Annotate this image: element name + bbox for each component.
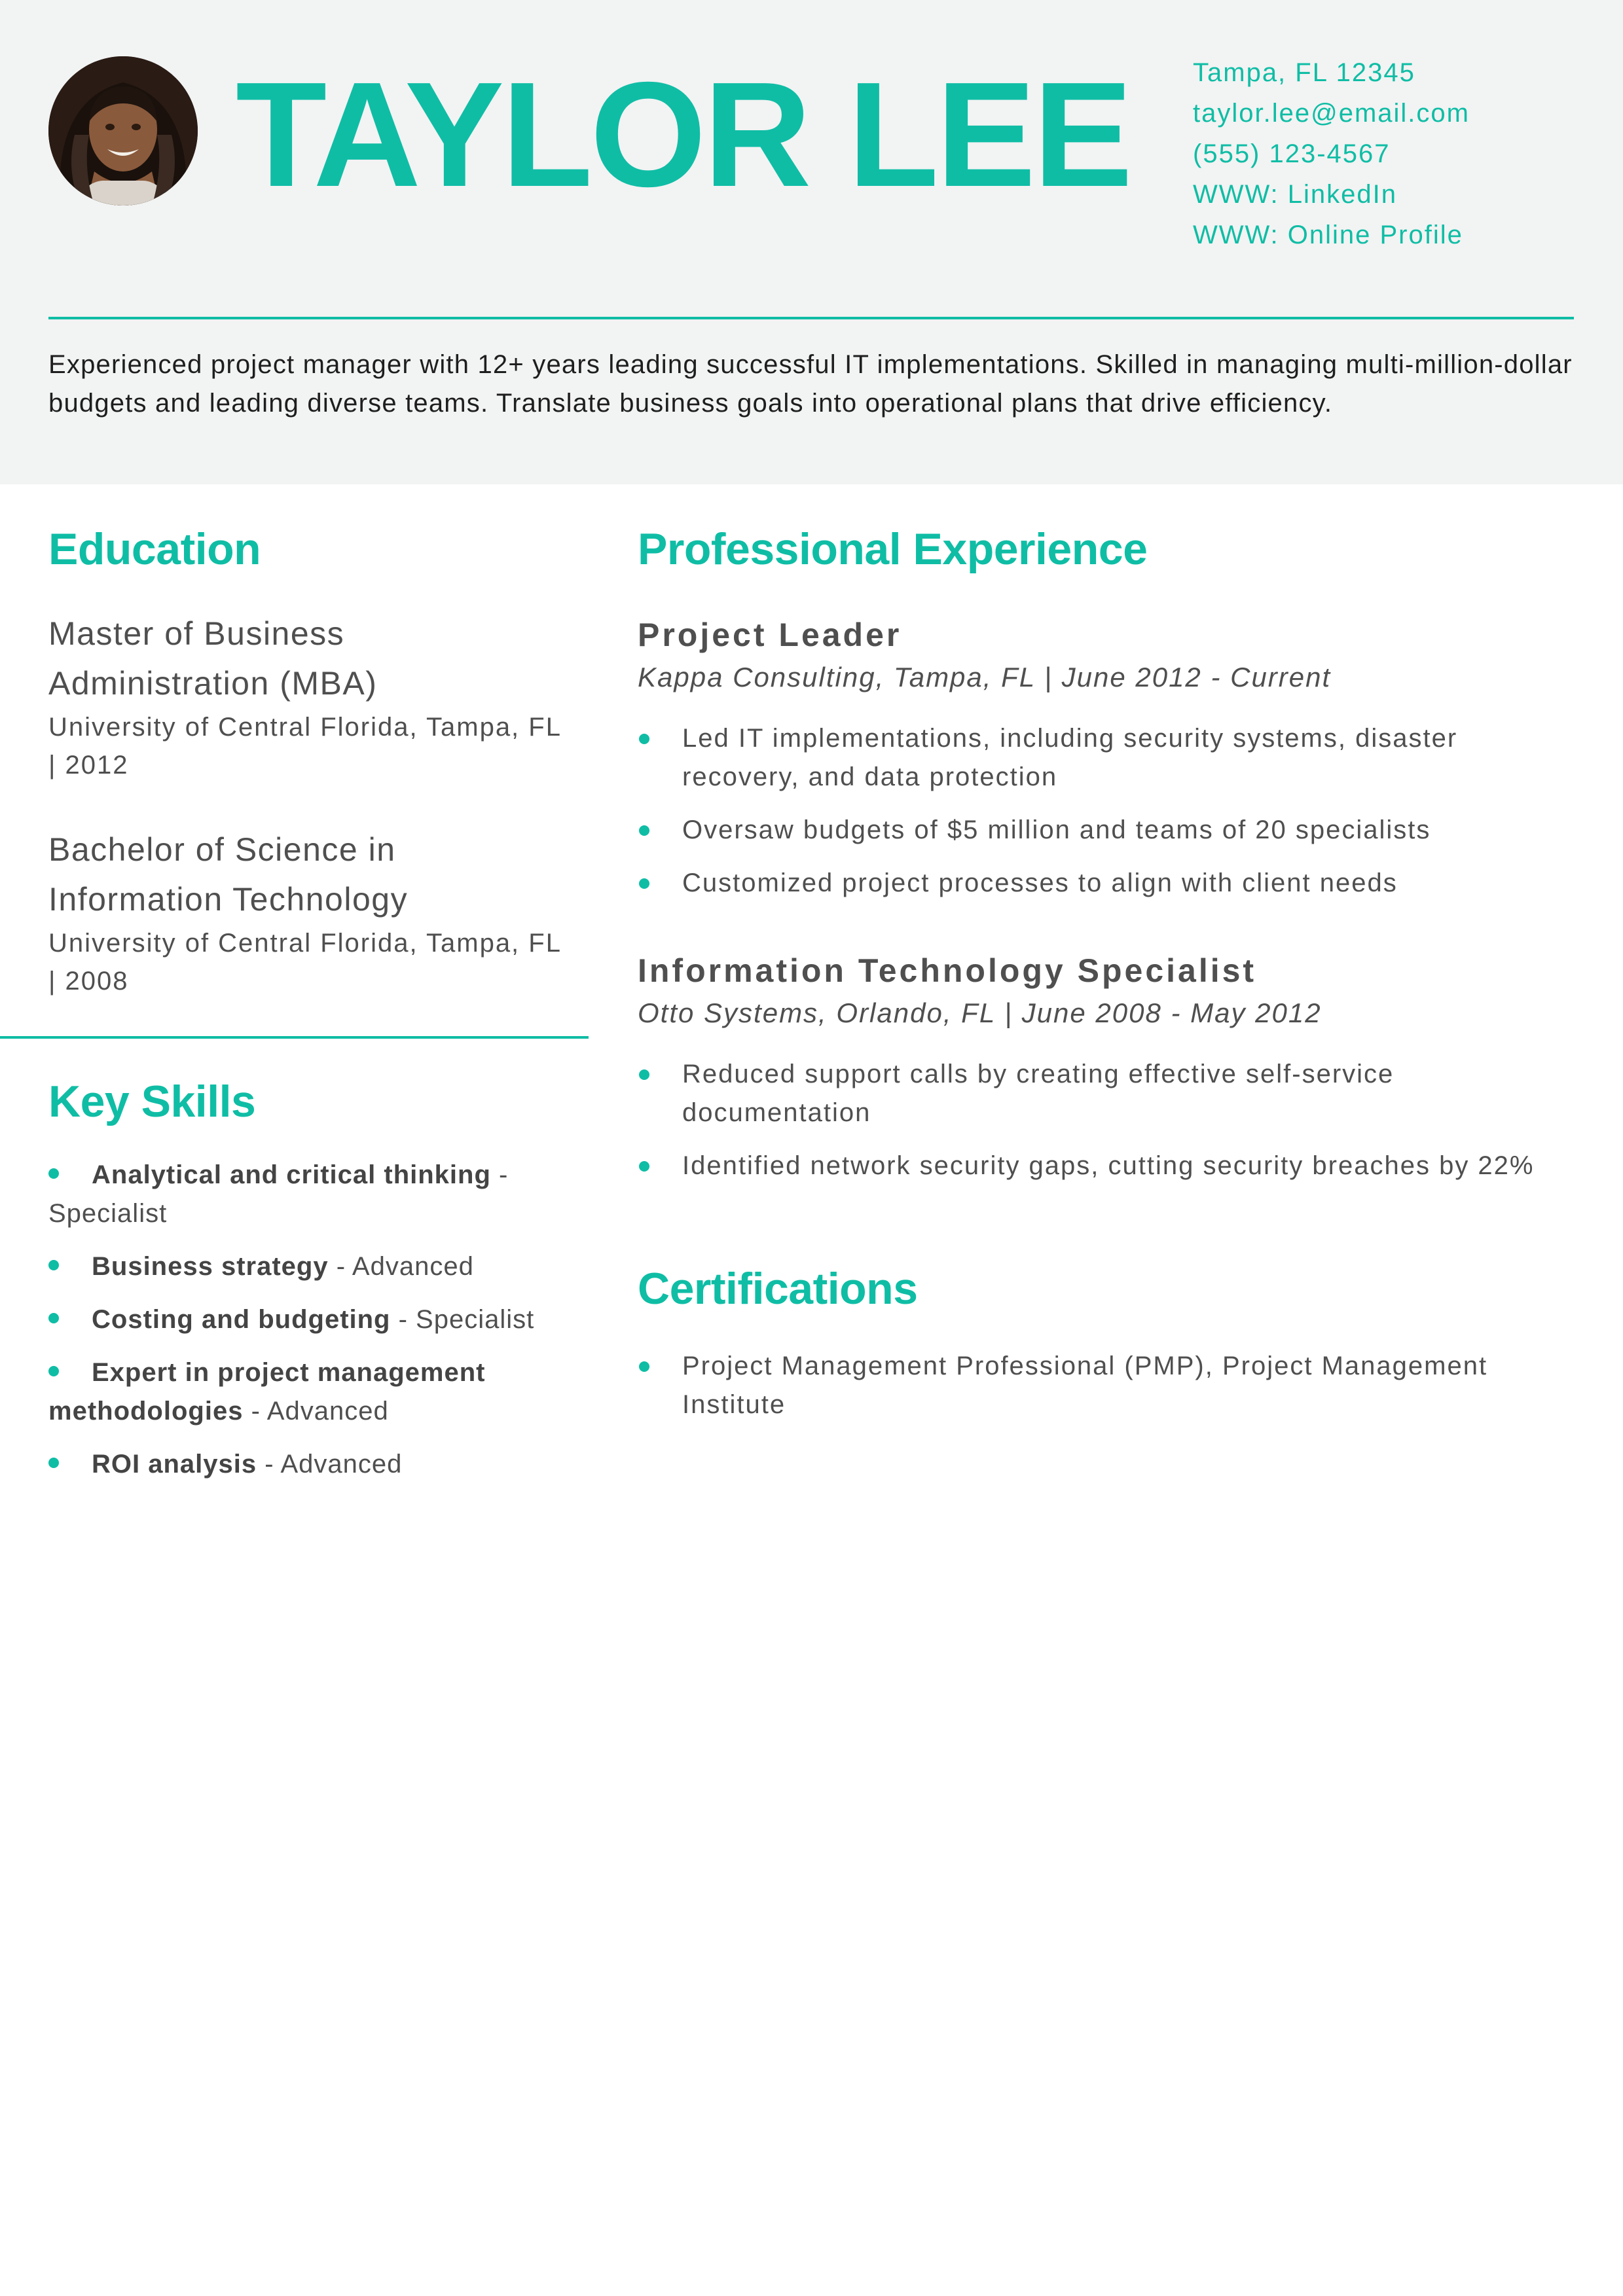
list-item <box>638 1147 1580 1185</box>
candidate-name: TAYLOR LEE <box>236 52 1131 218</box>
contact-location: Tampa, FL 12345 <box>1193 58 1415 87</box>
list-item <box>48 1156 572 1233</box>
job-entry <box>638 612 1580 917</box>
skill-name: Analytical and critical thinking <box>92 1160 491 1189</box>
skill-level: - Advanced <box>257 1450 403 1479</box>
bullet-icon <box>639 825 649 836</box>
skills-heading: Key Skills <box>48 1077 256 1126</box>
list-item <box>48 1247 572 1286</box>
section-divider <box>0 1036 589 1039</box>
skill-name: ROI analysis <box>92 1450 257 1479</box>
contact-profile-link[interactable]: WWW: Online Profile <box>1193 221 1463 249</box>
job-title: Information Technology Specialist <box>638 952 1257 989</box>
bullet-text: Customized project processes to align with client needs <box>682 869 1398 897</box>
bullet-text: Identified network security gaps, cutting security breaches by 22% <box>682 1151 1535 1180</box>
school-info: University of Central Florida, Tampa, FL | 2012 <box>48 713 561 780</box>
bullet-icon <box>48 1458 59 1468</box>
list-item <box>638 864 1580 903</box>
bullet-text: Led IT implementations, including security systems, disaster recovery, and data protection <box>682 724 1458 791</box>
certifications-heading: Certifications <box>638 1264 918 1314</box>
skill-level: - Advanced <box>328 1252 474 1281</box>
list-item <box>638 811 1580 850</box>
skills-list <box>48 1156 572 1498</box>
job-meta: Kappa Consulting, Tampa, FL | June 2012 - Current <box>638 662 1332 692</box>
list-item <box>638 1055 1580 1132</box>
contact-linkedin-link[interactable]: WWW: LinkedIn <box>1193 180 1397 209</box>
education-item <box>48 825 572 1000</box>
job-title: Project Leader <box>638 617 902 653</box>
bullet-icon <box>48 1313 59 1323</box>
skill-name: Business strategy <box>92 1252 329 1281</box>
job-bullets <box>638 1055 1580 1185</box>
header <box>0 0 1623 484</box>
list-item <box>638 719 1580 797</box>
contact-info <box>1193 52 1470 255</box>
education-heading: Education <box>48 524 261 574</box>
contact-phone[interactable]: (555) 123-4567 <box>1193 139 1391 168</box>
degree-name: Master of Business Administration (MBA) <box>48 615 378 702</box>
bullet-icon <box>639 1361 649 1372</box>
skill-name: Costing and budgeting <box>92 1305 391 1334</box>
summary: Experienced project manager with 12+ years leading successful IT implementations. Skilled in managing multi-million-dollar budgets and leading diverse teams. Translate business goals into operational plans that drive efficiency. <box>48 350 1573 418</box>
bullet-text: Reduced support calls by creating effective self-service documentation <box>682 1060 1395 1127</box>
certifications-list <box>638 1347 1580 1439</box>
bullet-icon <box>48 1366 59 1376</box>
bullet-icon <box>639 878 649 889</box>
job-bullets <box>638 719 1580 903</box>
bullet-icon <box>639 1161 649 1172</box>
list-item <box>48 1445 572 1484</box>
list-item <box>638 1347 1580 1424</box>
bullet-icon <box>639 734 649 744</box>
list-item <box>48 1354 572 1431</box>
job-entry <box>638 948 1580 1200</box>
bullet-icon <box>48 1260 59 1270</box>
bullet-icon <box>48 1168 59 1179</box>
skill-level: - Specialist <box>48 1160 509 1228</box>
degree-name: Bachelor of Science in Information Technology <box>48 831 409 918</box>
avatar <box>48 56 198 206</box>
experience-heading: Professional Experience <box>638 524 1148 574</box>
contact-email[interactable]: taylor.lee@email.com <box>1193 99 1470 128</box>
education-item <box>48 609 572 784</box>
job-meta: Otto Systems, Orlando, FL | June 2008 - May 2012 <box>638 997 1322 1028</box>
skill-name: Expert in project management methodologies <box>48 1358 486 1426</box>
skill-level: - Advanced <box>243 1397 389 1426</box>
header-divider <box>48 317 1574 319</box>
list-item <box>48 1300 572 1339</box>
school-info: University of Central Florida, Tampa, FL | 2008 <box>48 929 561 996</box>
skill-level: - Specialist <box>390 1305 535 1334</box>
bullet-text: Oversaw budgets of $5 million and teams of 20 specialists <box>682 816 1431 844</box>
bullet-icon <box>639 1069 649 1080</box>
bullet-text: Project Management Professional (PMP), Project Management Institute <box>682 1352 1488 1419</box>
